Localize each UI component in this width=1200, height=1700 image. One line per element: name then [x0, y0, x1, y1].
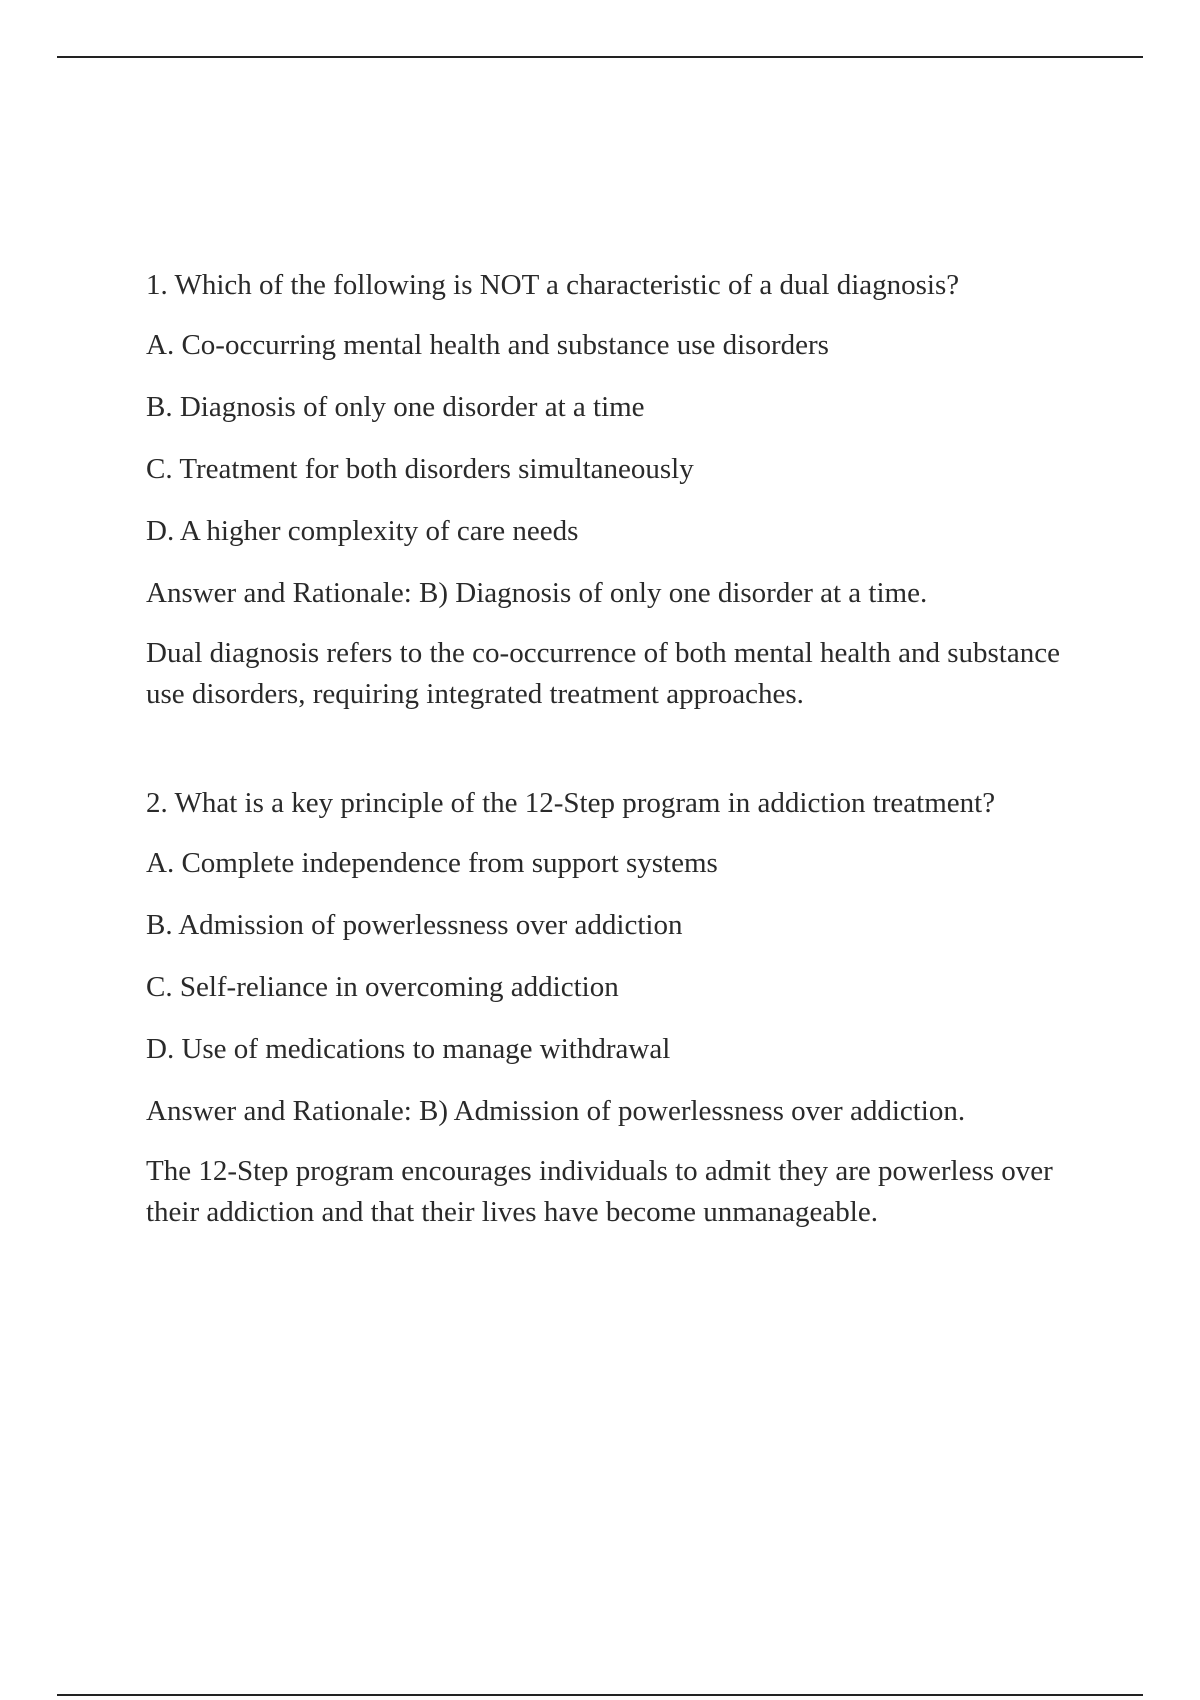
- option-c: C. Treatment for both disorders simultaneously: [146, 453, 694, 485]
- rationale-text: Dual diagnosis refers to the co-occurrence of both mental health and substance use disorders, requiring integrated treatment approaches.: [146, 637, 1060, 710]
- option-c: C. Self-reliance in overcoming addiction: [146, 971, 619, 1003]
- option-a: A. Complete independence from support systems: [146, 847, 718, 879]
- footer-rule: [57, 1694, 1143, 1696]
- answer-line: Answer and Rationale: B) Diagnosis of only one disorder at a time.: [146, 577, 928, 609]
- question-prompt: 1. Which of the following is NOT a characteristic of a dual diagnosis?: [146, 269, 960, 301]
- question-prompt: 2. What is a key principle of the 12-Step program in addiction treatment?: [146, 787, 996, 819]
- header-rule: [57, 56, 1143, 58]
- question-1: [146, 265, 1076, 715]
- option-d: D. Use of medications to manage withdrawal: [146, 1033, 671, 1065]
- rationale-text: The 12-Step program encourages individuals to admit they are powerless over their addiction and that their lives have become unmanageable.: [146, 1155, 1053, 1228]
- option-b: B. Diagnosis of only one disorder at a time: [146, 391, 645, 423]
- option-b: B. Admission of powerlessness over addiction: [146, 909, 683, 941]
- option-a: A. Co-occurring mental health and substance use disorders: [146, 329, 829, 361]
- option-d: D. A higher complexity of care needs: [146, 515, 579, 547]
- answer-line: Answer and Rationale: B) Admission of powerlessness over addiction.: [146, 1095, 966, 1127]
- question-2: [146, 783, 1076, 1233]
- document-content: [146, 265, 1076, 1233]
